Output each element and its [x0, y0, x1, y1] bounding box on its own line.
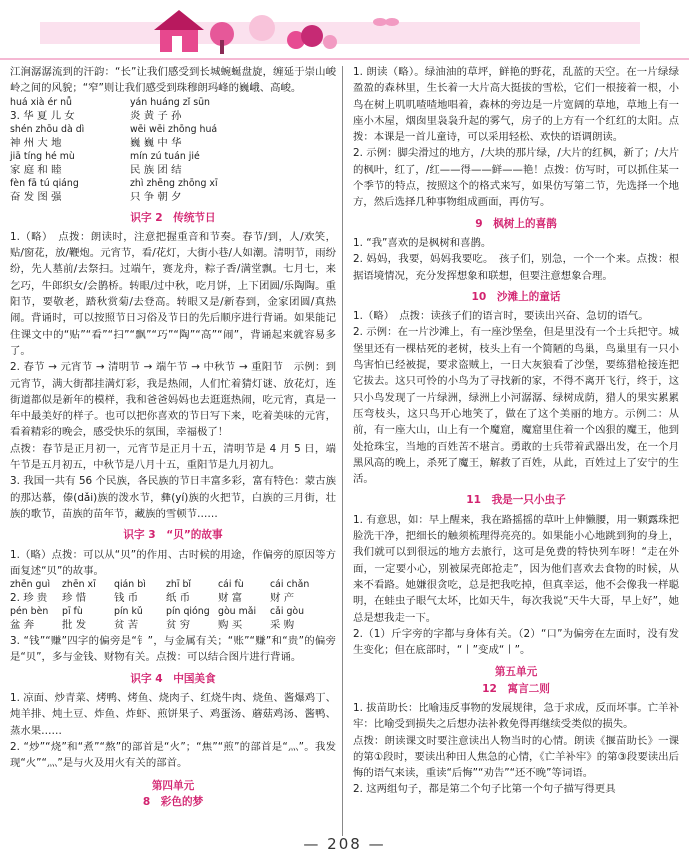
section-heading: 识字 4 中国美食 [130, 672, 216, 685]
answer-paragraph: 1. 凉面、炒青菜、烤鸭、烤鱼、烧肉子、红烧牛肉、烧鱼、酱爆鸡丁、炖羊排、炖土豆、炸鱼、炸虾、煎饼果子、鸡蛋汤、蘑菇鸡汤、酱鸭、蒸水果…… [10, 692, 336, 737]
section-heading: 识字 3 “贝”的故事 [123, 529, 223, 542]
pinyin: zhì zhēng zhōng xī [130, 177, 218, 189]
pinyin: jiā tíng hé mù [10, 150, 75, 162]
word-row [10, 109, 336, 124]
pinyin: pín kǔ [114, 606, 143, 618]
pinyin: fèn fā tú qiáng [10, 177, 79, 189]
word: 只 争 朝 夕 [130, 190, 182, 203]
word: 财 富 [218, 592, 243, 605]
answer-paragraph: 3. 我国一共有 56 个民族，各民族的节日丰富多彩，富有特色：蒙古族的那达慕，傣(dǎi)族的泼水节，彝(yí)族的火把节，白族的三月街，壮族的歌节，苗族的苗年节，藏族的雪顿节…… [10, 475, 336, 520]
pinyin: zhēn guì [10, 579, 51, 591]
section-heading: 10 沙滩上的童话 [471, 290, 561, 303]
word: 批 发 [62, 619, 87, 632]
word: 民 族 团 结 [130, 163, 182, 176]
header-banner [0, 0, 689, 62]
answer-paragraph: 点拨：春节是正月初一，元宵节是正月十五，清明节是 4 月 5 日，端午节是五月初五，中秋节是八月十五，重阳节是九月初九。 [10, 442, 336, 472]
pinyin: pín qióng [166, 606, 210, 618]
answer-paragraph: 3. “钱”“赚”四字的偏旁是“钅”，与金属有关；“账”“赚”和“贵”的偏旁是“贝”，多与金钱、财物有关。点拨：可以结合图片进行背诵。 [10, 635, 336, 664]
pinyin: pī fù [62, 606, 83, 618]
pinyin: shén zhōu dà dì [10, 123, 85, 135]
answer-paragraph: 2. 这两组句子，都是第二个句子比第一个句子描写得更具 [353, 783, 616, 796]
pinyin: wēi wēi zhōng huá [130, 123, 218, 135]
word-row [10, 591, 336, 606]
answer-paragraph: 2. “炒”“烧”和“煮”“熬”的部首是“火”；“焦”“煎”的部首是“灬”。我发现“火”“灬”是与火及用火有关的部首。 [10, 740, 336, 770]
pinyin: cái chǎn [270, 579, 310, 591]
word: 奋 发 图 强 [10, 190, 62, 203]
pinyin: yán huáng zǐ sūn [130, 96, 210, 108]
banner-band [40, 22, 640, 44]
answer-paragraph: 1. 有意思，如：早上醒来，我在路摇摇的草叶上伸懒腰，用一颗露珠把脸洗干净，把细长的触须梳理得亮亮的。如果能小心地跳到狗的身上，我们就可以到很远的地方去旅行，这可是免费的特快列车呀！“走在外面，一定要小心，别被屎壳郎抢走”，因为他们喜欢去食物的时候，从来不看路。她嫌很贪吃，总是把我吃掉，但真幸运，他不会像我一样聪明，在蛙虫子眼气太坏，比如天牛，每次我说“天牛大哥，早上好”，她总是想我走一下。 [353, 513, 679, 624]
pinyin-row [10, 124, 336, 136]
answer-paragraph: 1. “我”喜欢的是枫树和喜鹊。 [353, 236, 492, 249]
answer-paragraph: 2. 妈妈，我要，妈妈我要吃。 孩子们，别急，一个一个来。点拨：根据语境情况，充分发挥想象和联想，但要注意想象合理。 [353, 253, 679, 282]
answer-paragraph: 1.（略） 点拨：朗读时，注意把握重音和节奏。春节/到，人/欢笑，贴/窗花，放/鞭炮。元宵节，看/花灯，大街小巷/人如潮。清明节，雨纷纷，先人墓前/去祭扫。过端午，赛龙舟，粽子香/满堂飘。七月七，来乞巧，牛郎织女/会鹊桥。转眼/过中秋，吃月饼，上下团圆/乐陶陶。重阳节，要敬老，踏秋赏菊/去登高。转眼又是/新春到，金家团圆/真热闹。背诵时，可以按照节日习俗及节日的先后顺序进行背诵。如果能记住课文中的“贴”“看”“扫”“飘”“巧”“陶”“高”“闹”，背诵起来就容易多了。 [10, 230, 336, 357]
pinyin: cái fù [218, 579, 244, 591]
pinyin: qián bì [114, 579, 146, 591]
answer-paragraph: 1.（略） 点拨：读孩子们的语言时，要读出兴奋、急切的语气。 [353, 310, 649, 323]
column-divider [342, 66, 343, 836]
word: 巍 巍 中 华 [130, 136, 182, 149]
word: 炎 黄 子 孙 [130, 109, 182, 122]
word-row [10, 163, 336, 178]
word: 财 产 [270, 592, 295, 605]
word: 采 购 [270, 619, 295, 632]
pinyin-row [10, 178, 336, 190]
answer-paragraph: 2. 春节 → 元宵节 → 清明节 → 端午节 → 中秋节 → 重阳节 示例：到元宵节，满大街都挂满灯彩，我是热闹，人们忙着猜灯谜、放花灯，连街道都似是新年的模样，我和爸爸妈妈也去逛逛热闹，吃元宵，真是一年中最美好的样子。也可以把你喜欢的节日写下来，吃着美味的元宵，看着精彩的晚会，感受快乐的氛围，幸福极了！ [10, 361, 336, 439]
page-number: — 208 — [303, 835, 386, 853]
word: 家 庭 和 睦 [10, 163, 62, 176]
section-heading: 12 寓言二则 [482, 682, 550, 695]
section-heading: 11 我是一只小虫子 [466, 494, 566, 507]
page-number-value: 208 [327, 835, 362, 853]
word: 3. 华 夏 儿 女 [10, 109, 75, 122]
word: 贫 苦 [114, 619, 139, 632]
word-row [10, 136, 336, 151]
left-column [10, 64, 336, 813]
word-row [10, 190, 336, 205]
word: 购 买 [218, 619, 243, 632]
right-column [353, 64, 679, 798]
pinyin: zhī bǐ [166, 579, 192, 591]
word: 珍 惜 [62, 592, 87, 605]
lesson-heading: 8 彩色的梦 [142, 795, 204, 808]
section-heading: 9 枫树上的喜鹊 [475, 217, 557, 230]
pinyin: cǎi gòu [270, 606, 305, 618]
answer-paragraph: 点拨：朗读课文时要注意读出人物当时的心情。朗读《揠苗助长》一课的第①段时，要读出种田人焦急的心情，《亡羊补牢》的第③段要读出后悔的语气来读，重读“后悔”“劝告”“还不晚”等词语。 [353, 734, 679, 780]
word: 纸 币 [166, 592, 191, 605]
intro-paragraph: 江涧潺潺流到的汗韵：“长”让我们感受到长城蜿蜒盘旋，缠延于崇山峻岭之间的风貌；“窄”则让我们感受到珠穆朗玛峰的巍峨、高峻。 [10, 66, 336, 95]
pinyin-row [10, 606, 336, 618]
section-heading: 识字 2 传统节日 [130, 211, 216, 224]
pinyin: huá xià ér nǚ [10, 96, 72, 108]
answer-paragraph: 2. 示例：在一片沙滩上，有一座沙堡垒，但是里没有一个士兵把守。城堡里还有一棵枯死的老树，枝头上有一个简陋的鸟巢，鸟巢里有一只小鸟害怕已经被捉，要求盗贼上，一日大灰狼看了沙堡，要练猎枪接连把它拔去。这只可怜的小鸟为了寻找新的家，不得不离开飞行，终于，这只小鸟发现了一片绿洲，绿洲上小河潺潺、绿树成荫，猎人的果实累累压弯枝头，这只鸟开心地笑了，做在了这个美丽的地方。示例二：从前，有一座大山，山上有一个魔窟，魔窟里住着一个凶狠的魔王，他到处抢珠宝，当地的百姓苦不堪言。勇敢的士兵带着武器出发，在一个月黑风高的晚上，杀死了魔王，解救了百姓，从此，百姓过上了安宁的生活。 [353, 326, 679, 486]
word: 神 州 大 地 [10, 136, 62, 149]
pinyin-row [10, 151, 336, 163]
answer-paragraph: 2.（1）斤字旁的字都与身体有关。（2）“口”为偏旁在左面时，没有发生变化；但在底部时，“丨”变成“丨”。 [353, 627, 679, 657]
word: 2. 珍 贵 [10, 592, 48, 605]
pinyin: zhēn xī [62, 579, 96, 591]
answer-paragraph: 1. 朗读（略）。绿油油的草坪，鲜艳的野花，乱蓝的天空。在一片绿绿盈盈的森林里，生长着一大片高大挺拔的雪松，它们一根接着一根，小鸟在树上叽叽喳喳地唱着，森林的旁边是一片宽阔的草地，草地上有一座小木屋，烟囱里袅袅升起的雾气，房子的上方有一个红红的太阳。点拨：本课是一首儿童诗，可以采用轻松、欢快的语调朗读。 [353, 66, 679, 144]
word-row [10, 618, 336, 633]
word: 贫 穷 [166, 619, 191, 632]
answer-paragraph: 1.（略）点拨：可以从“贝”的作用、古时候的用途，作偏旁的原因等方面复述“贝”的故事。 [10, 548, 336, 577]
pinyin-row [10, 97, 336, 109]
pinyin: mín zú tuán jié [130, 150, 200, 162]
answer-paragraph: 2. 示例：脚尖滑过的地方，/大块的那片绿，/大片的红枫，新了；/大片的枫叶，红了，/红——得——鲜——艳！点拨：仿写时，可以抓住某一个季节的特点，按照这个的格式来写，如果仿写第二节，先选择一个地方，然后选择几种事物组成画面，再仿写。 [353, 147, 679, 209]
unit-heading: 第四单元 [151, 779, 195, 792]
unit-heading: 第五单元 [494, 666, 538, 679]
banner-sun-icon [249, 15, 275, 41]
word: 钱 币 [114, 592, 139, 605]
answer-paragraph: 1. 拔苗助长：比喻违反事物的发展规律，急于求成，反而坏事。亡羊补牢：比喻受到损失之后想办法补救免得再继续受类似的损失。 [353, 701, 679, 731]
pinyin: pén bèn [10, 606, 49, 618]
pinyin: gòu mǎi [218, 606, 257, 618]
banner-line [0, 58, 689, 60]
pinyin-row [10, 579, 336, 591]
word: 盆 奔 [10, 619, 35, 632]
